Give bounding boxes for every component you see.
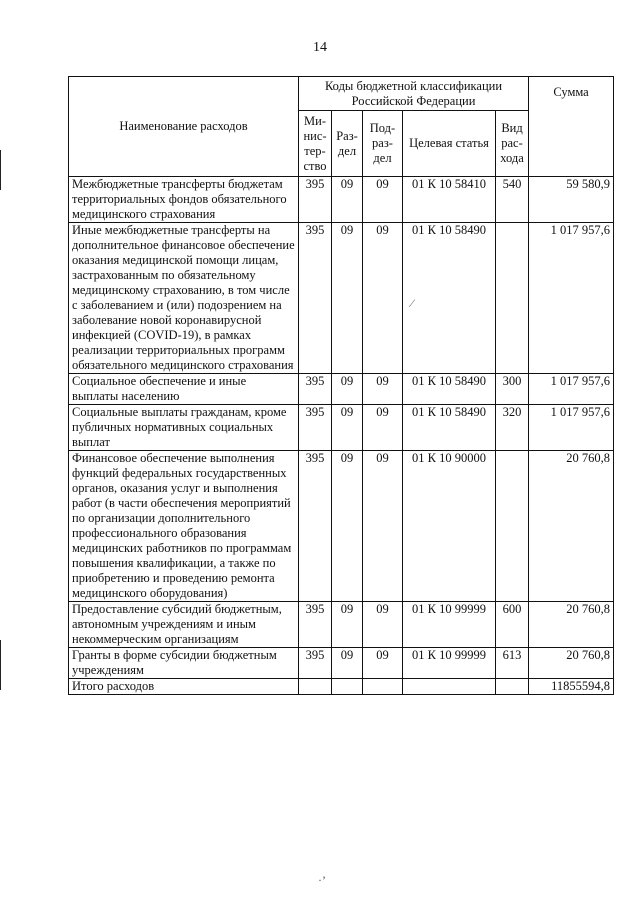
row-target: 01 К 10 99999 [403,648,496,679]
header-type: Вид рас-хода [496,111,529,177]
row-name: Социальное обеспечение и иные выплаты населению [69,374,299,405]
total-empty-cell [332,679,363,695]
row-target: 01 К 10 58490 [403,223,496,374]
total-label: Итого расходов [69,679,299,695]
header-target: Целевая статья [403,111,496,177]
row-type [496,223,529,374]
total-empty-cell [496,679,529,695]
row-subsection: 09 [363,374,403,405]
scan-speck: ·’ [318,873,326,887]
page-number: 14 [313,40,327,55]
row-ministry: 395 [299,602,332,648]
row-type: 320 [496,405,529,451]
row-target: 01 К 10 58410 [403,177,496,223]
row-ministry: 395 [299,177,332,223]
table-row [69,405,614,451]
row-target: 01 К 10 90000 [403,451,496,602]
header-section: Раз-дел [332,111,363,177]
row-subsection: 09 [363,177,403,223]
row-name: Межбюджетные трансферты бюджетам территориальных фондов обязательного медицинского страхования [69,177,299,223]
row-section: 09 [332,177,363,223]
row-name: Социальные выплаты гражданам, кроме публичных нормативных социальных выплат [69,405,299,451]
row-subsection: 09 [363,648,403,679]
table-row [69,223,614,374]
row-name: Финансовое обеспечение выполнения функций федеральных государственных органов, оказания услуг и выполнения работ (в части обеспечения мероприятий по организации дополнительного профессионального образования медицинских работников по программам повышения квалификации, а также по приобретению и проведению ремонта медицинского оборудования) [69,451,299,602]
row-target: 01 К 10 58490 [403,405,496,451]
row-ministry: 395 [299,223,332,374]
row-type: 613 [496,648,529,679]
scan-edge-line [0,150,1,190]
row-ministry: 395 [299,405,332,451]
row-name: Иные межбюджетные трансферты на дополнительное финансовое обеспечение оказания медицинской помощи лицам, застрахованным по обязательному медицинскому страхованию, в том числе с заболеванием и (или) подозрением на заболевание новой коронавирусной инфекцией (COVID-19), в рамках реализации территориальных программ обязательного медицинского страхования [69,223,299,374]
row-sum: 1 017 957,6 [529,223,614,374]
table-row [69,451,614,602]
row-sum: 1 017 957,6 [529,374,614,405]
budget-table [68,76,614,695]
row-sum: 1 017 957,6 [529,405,614,451]
header-subsection: Под-раз-дел [363,111,403,177]
row-ministry: 395 [299,648,332,679]
row-subsection: 09 [363,451,403,602]
total-row [69,679,614,695]
scan-speck: ⁄ [411,296,414,310]
row-section: 09 [332,602,363,648]
row-name: Предоставление субсидий бюджетным, автономным учреждениям и иным некоммерческим организациям [69,602,299,648]
row-name: Гранты в форме субсидии бюджетным учреждениям [69,648,299,679]
total-sum: 11855594,8 [529,679,614,695]
row-section: 09 [332,405,363,451]
row-type [496,451,529,602]
row-sum: 20 760,8 [529,451,614,602]
row-sum: 59 580,9 [529,177,614,223]
row-section: 09 [332,451,363,602]
row-ministry: 395 [299,374,332,405]
row-sum: 20 760,8 [529,648,614,679]
header-sum: Сумма [529,77,614,177]
row-subsection: 09 [363,405,403,451]
row-type: 600 [496,602,529,648]
row-type: 300 [496,374,529,405]
row-target: 01 К 10 58490 [403,374,496,405]
total-empty-cell [299,679,332,695]
table-row [69,374,614,405]
table-row [69,648,614,679]
row-section: 09 [332,374,363,405]
table-row [69,177,614,223]
total-empty-cell [363,679,403,695]
row-sum: 20 760,8 [529,602,614,648]
scan-edge-line [0,640,1,690]
row-subsection: 09 [363,602,403,648]
row-subsection: 09 [363,223,403,374]
row-type: 540 [496,177,529,223]
total-empty-cell [403,679,496,695]
header-name: Наименование расходов [69,77,299,177]
header-codes: Коды бюджетной классификации Российской Федерации [299,77,529,111]
row-target: 01 К 10 99999 [403,602,496,648]
row-section: 09 [332,648,363,679]
row-section: 09 [332,223,363,374]
header-ministry: Ми-нис-тер-ство [299,111,332,177]
table-row [69,602,614,648]
row-ministry: 395 [299,451,332,602]
